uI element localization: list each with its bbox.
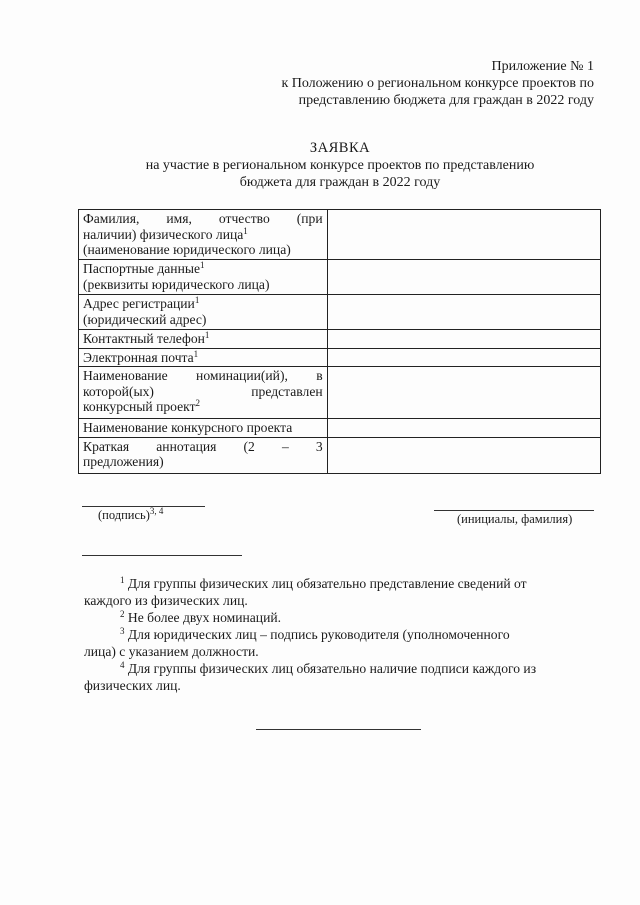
- footnote-4: $^4$ Для группы физических лиц обязательно наличие подписи каждого из: [120, 660, 537, 676]
- footnote-1: $^1$ Для группы физических лиц обязательно представление сведений от: [120, 575, 527, 591]
- form-subtitle-line-2: бюджета для граждан в 2022 году: [239, 175, 441, 190]
- appendix-reference-line-1: к Положению о региональном конкурсе проектов по: [281, 76, 594, 91]
- form-heading: ЗАЯВКА: [309, 140, 371, 156]
- table-row: [79, 210, 601, 260]
- table-row: [79, 330, 601, 349]
- table-row: [79, 260, 601, 295]
- form-subtitle-line-1: на участие в региональном конкурсе проектов по представлению: [145, 158, 535, 173]
- row-label-annotation: Краткая аннотация (2 – 3 предложения): [79, 437, 328, 473]
- row-value-passport[interactable]: [327, 260, 600, 295]
- footnote-1-continued: каждого из физических лиц.: [84, 593, 248, 608]
- row-value-address[interactable]: [327, 295, 600, 330]
- table-row: [79, 367, 601, 419]
- signature-caption: (подпись)$^{3, 4}$: [98, 506, 164, 522]
- row-label-address: Адрес регистрации$^1$ (юридический адрес): [79, 295, 328, 330]
- footnotes: [84, 575, 595, 694]
- table-row: [79, 348, 601, 367]
- appendix-header: [194, 58, 594, 109]
- footnote-3-continued: лица) с указанием должности.: [84, 644, 259, 659]
- row-label-phone: Контактный телефон$^1$: [79, 330, 328, 349]
- row-label-project-name: Наименование конкурсного проекта: [79, 419, 328, 438]
- table-row: [79, 419, 601, 438]
- row-value-nomination[interactable]: [327, 367, 600, 419]
- bottom-separator-line: [256, 729, 421, 730]
- row-label-nomination: Наименование номинации(ий), в которой(ых) представлен конкурсный проект$^2$: [79, 367, 328, 419]
- row-value-phone[interactable]: [327, 330, 600, 349]
- table-row: [79, 437, 601, 473]
- table-row: [79, 295, 601, 330]
- name-line[interactable]: [434, 510, 594, 511]
- row-label-passport: Паспортные данные$^1$ (реквизиты юридического лица): [79, 260, 328, 295]
- row-label-email: Электронная почта$^1$: [79, 348, 328, 367]
- row-value-project-name[interactable]: [327, 419, 600, 438]
- application-table: [78, 209, 601, 474]
- row-value-annotation[interactable]: [327, 437, 600, 473]
- footnote-separator: [82, 555, 242, 556]
- footnote-2: $^2$ Не более двух номинаций.: [120, 609, 282, 625]
- name-caption: (инициалы, фамилия): [457, 512, 573, 526]
- footnote-4-continued: физических лиц.: [84, 678, 181, 693]
- row-value-full-name[interactable]: [327, 210, 600, 260]
- form-title: [70, 140, 610, 191]
- footnote-3: $^3$ Для юридических лиц – подпись руководителя (уполномоченного: [120, 626, 510, 642]
- row-label-full-name: Фамилия, имя, отчество (при наличии) физического лица$^1$ (наименование юридического лица): [79, 210, 328, 260]
- signature-line[interactable]: [82, 506, 205, 507]
- row-value-email[interactable]: [327, 348, 600, 367]
- appendix-number: Приложение № 1: [491, 59, 594, 74]
- appendix-reference-line-2: представлению бюджета для граждан в 2022 году: [298, 93, 594, 108]
